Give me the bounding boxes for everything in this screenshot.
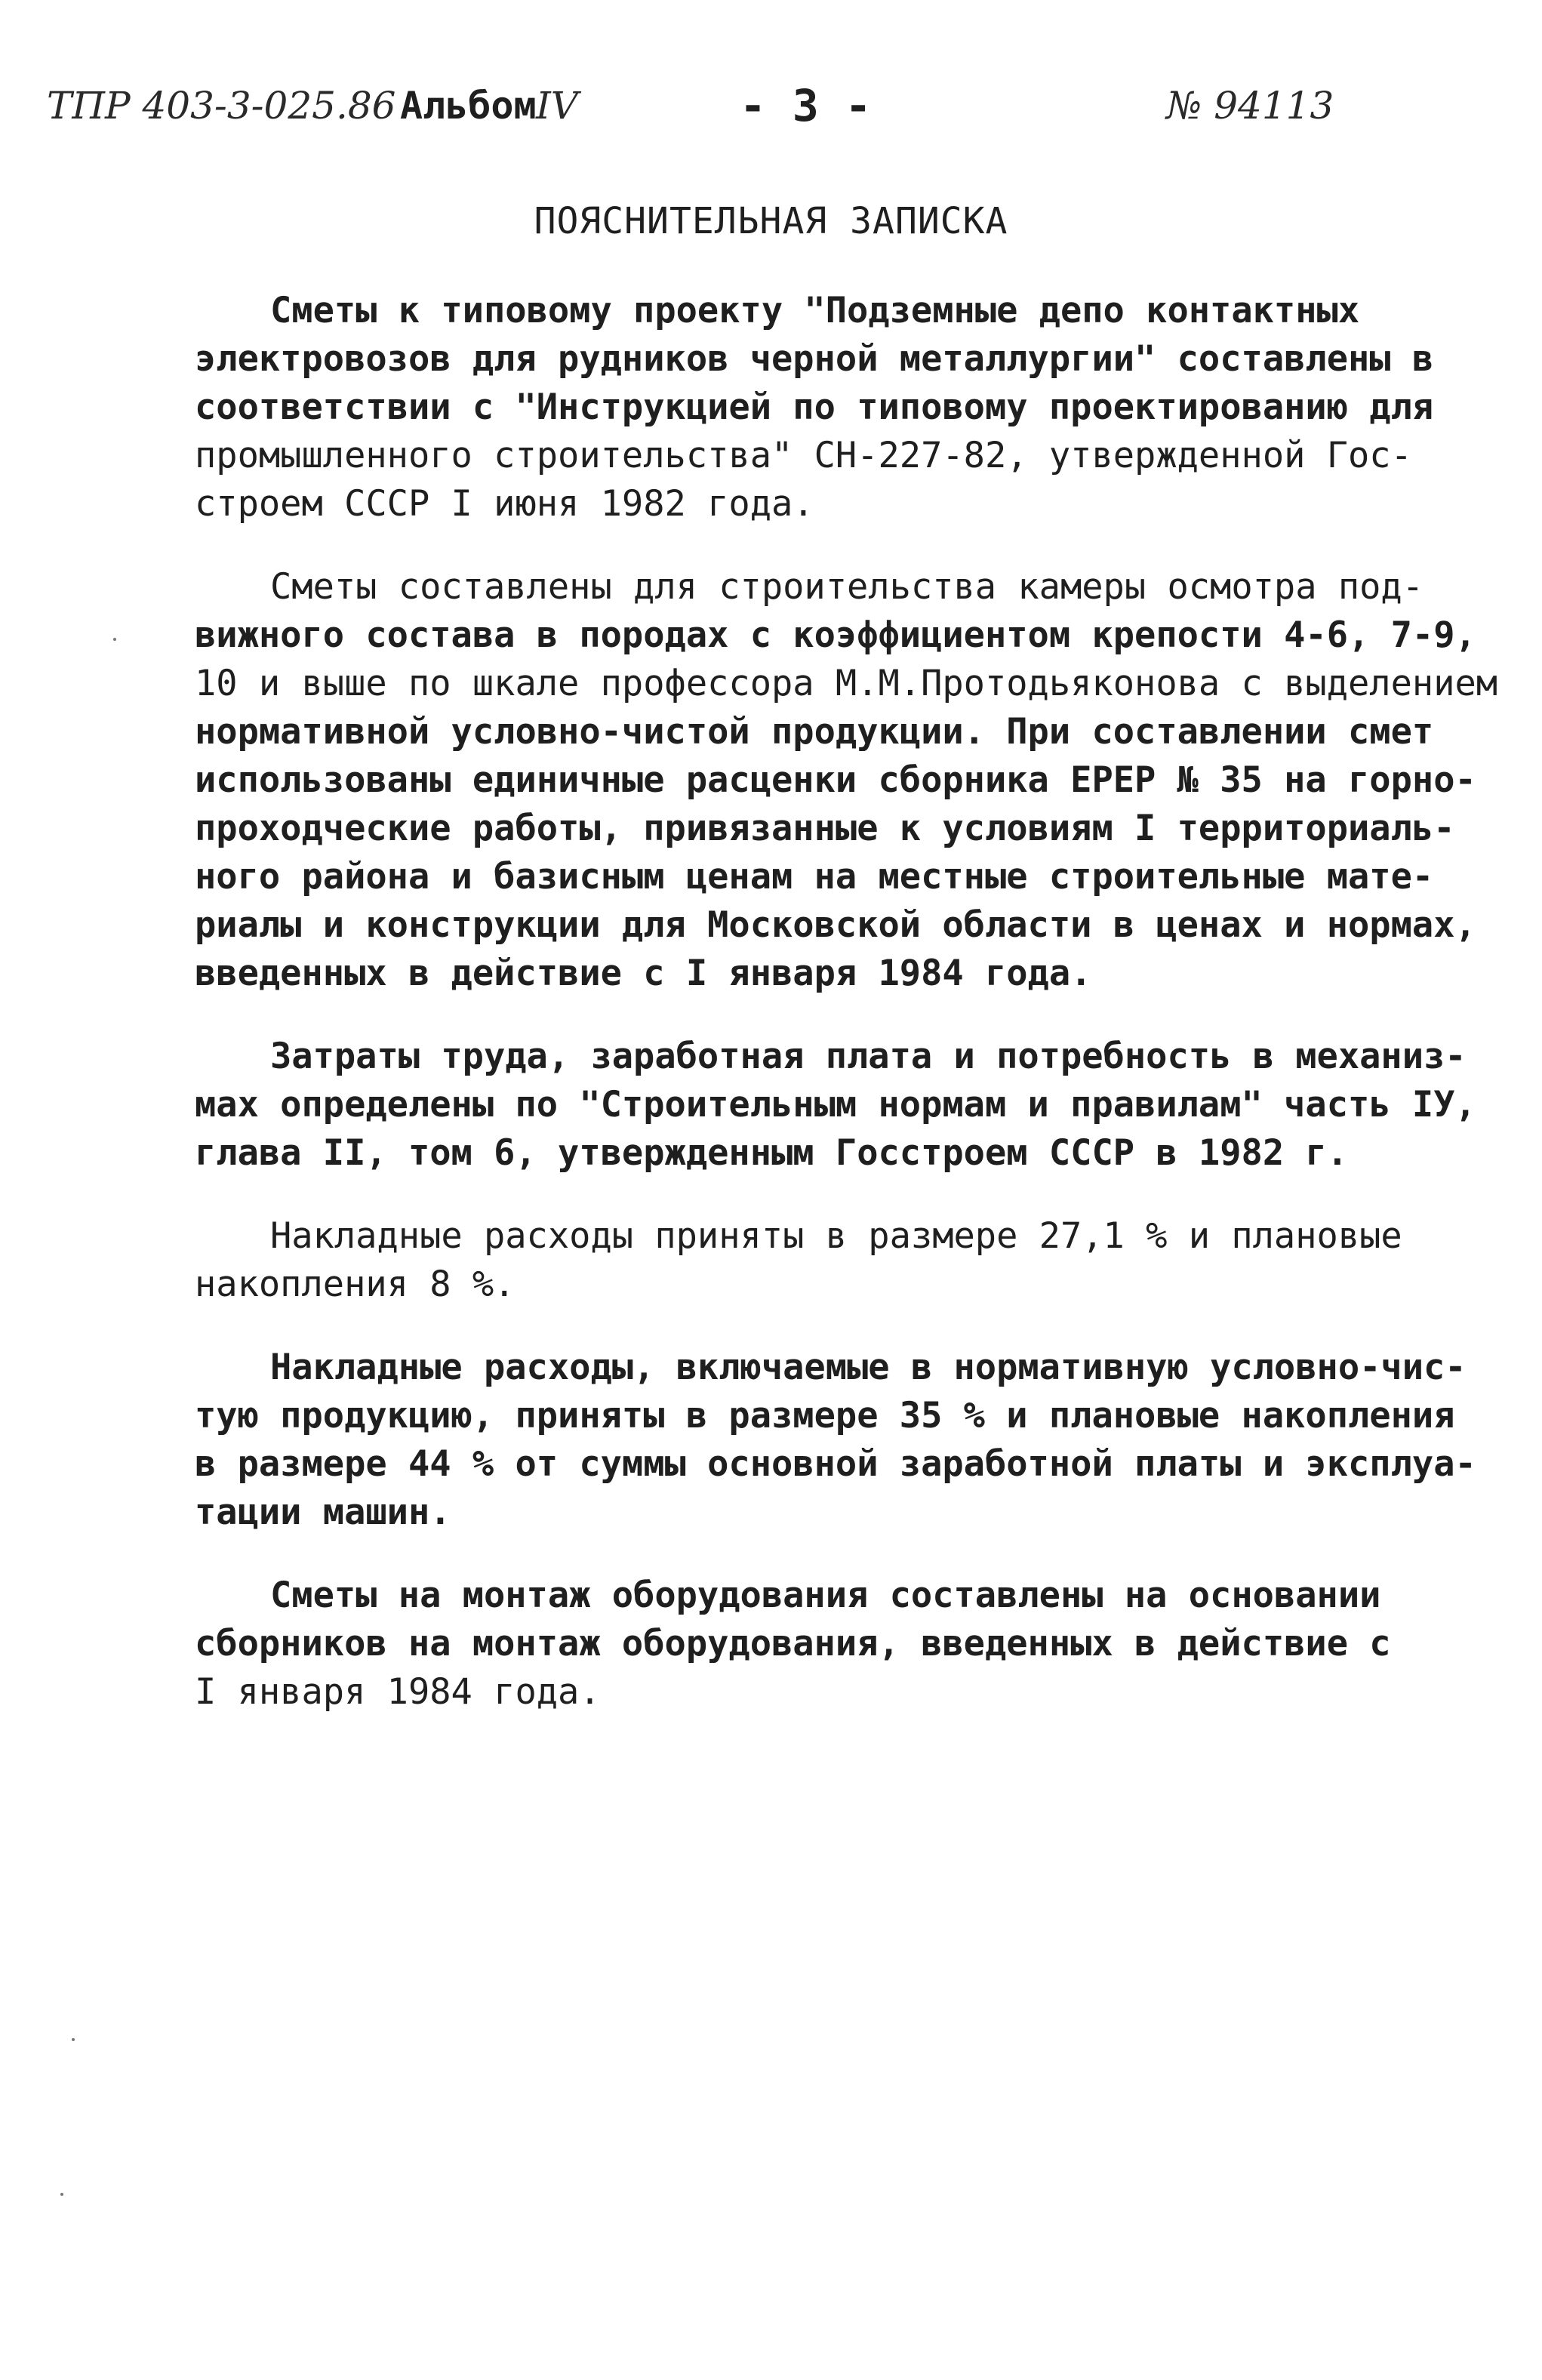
text-line: Накладные расходы приняты в размере 27,1 % и плановые xyxy=(270,1215,1402,1257)
scan-speck xyxy=(60,2193,63,2196)
paragraph xyxy=(195,563,1498,998)
document-body xyxy=(195,287,1498,1751)
text-line: ного района и базисным ценам на местные строительные мате- xyxy=(195,856,1434,898)
text-line: I января 1984 года. xyxy=(195,1671,601,1713)
text-line: Сметы составлены для строительства камеры осмотра под- xyxy=(270,566,1424,608)
text-line: использованы единичные расценки сборника ЕРЕР № 35 на горно- xyxy=(195,759,1476,801)
archive-number: № 94113 xyxy=(1166,84,1334,128)
text-line: накопления 8 %. xyxy=(195,1264,516,1305)
paragraph xyxy=(195,1212,1493,1309)
scan-speck xyxy=(72,2038,75,2041)
text-line: Накладные расходы, включаемые в нормативную условно-чис- xyxy=(270,1347,1467,1388)
scan-speck xyxy=(113,638,116,641)
text-line: в размере 44 % от суммы основной заработной платы и эксплуа- xyxy=(195,1443,1476,1485)
text-line: промышленного строительства" СН-227-82, утвержденной Гос- xyxy=(195,435,1412,476)
text-line: Сметы к типовому проекту "Подземные депо контактных xyxy=(270,290,1360,331)
document-title: ПОЯСНИТЕЛЬНАЯ ЗАПИСКА xyxy=(534,200,1008,242)
album-label: Альбом xyxy=(400,84,537,128)
text-line: проходческие работы, привязанные к условиям I территориаль- xyxy=(195,808,1455,849)
paragraph xyxy=(195,287,1493,528)
text-line: риалы и конструкции для Московской области в ценах и нормах, xyxy=(195,904,1476,946)
page-number: - 3 - xyxy=(740,80,872,131)
album-number: IV xyxy=(536,84,578,128)
text-line: вижного состава в породах с коэффициентом крепости 4-6, 7-9, xyxy=(195,614,1476,656)
text-line: нормативной условно-чистой продукции. При составлении смет xyxy=(195,711,1434,753)
text-line: мах определены по "Строительным нормам и правилам" часть IУ, xyxy=(195,1084,1476,1125)
text-line: глава II, том 6, утвержденным Госстроем СССР в 1982 г. xyxy=(195,1132,1349,1174)
text-line: электровозов для рудников черной металлургии" составлены в xyxy=(195,338,1434,380)
text-line: тую продукцию, приняты в размере 35 % и плановые накопления xyxy=(195,1395,1455,1436)
text-line: соответствии с "Инструкцией по типовому проектированию для xyxy=(195,386,1434,428)
document-code: ТПР 403-3-025.86 xyxy=(47,84,396,128)
text-line: 10 и выше по шкале профессора М.М.Протодьяконова с выделением xyxy=(195,663,1498,704)
text-line: введенных в действие с I января 1984 года. xyxy=(195,953,1092,994)
paragraph xyxy=(195,1572,1493,1716)
text-line: строем СССР I июня 1982 года. xyxy=(195,483,814,525)
text-line: тации машин. xyxy=(195,1492,451,1533)
text-line: сборников на монтаж оборудования, введенных в действие с xyxy=(195,1623,1391,1664)
paragraph xyxy=(195,1033,1493,1178)
text-line: Сметы на монтаж оборудования составлены на основании xyxy=(270,1575,1381,1616)
text-line: Затраты труда, заработная плата и потребность в механиз- xyxy=(270,1036,1467,1077)
paragraph xyxy=(195,1344,1493,1537)
